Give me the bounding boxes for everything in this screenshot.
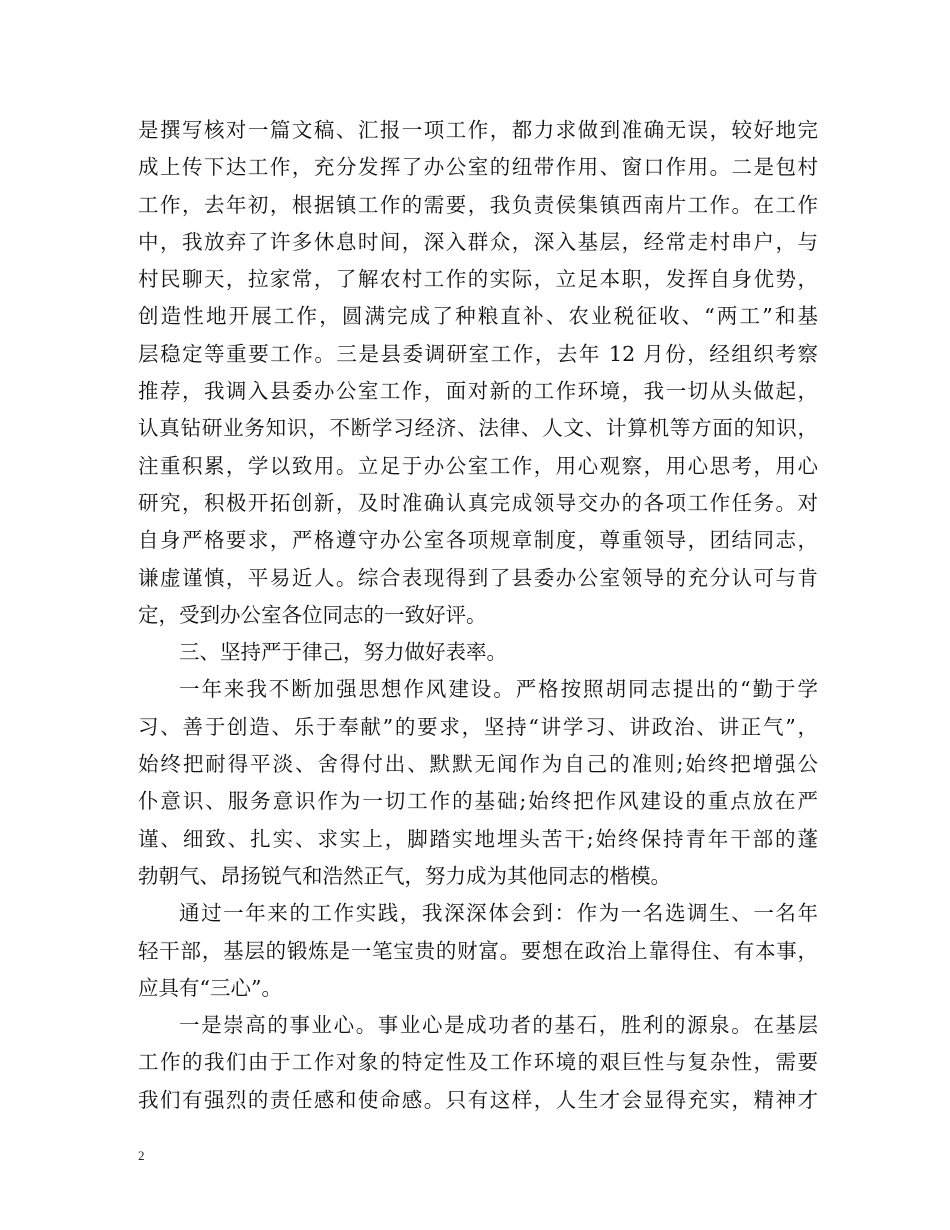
text-line: 是撰写核对一篇文稿、汇报一项工作，都力求做到准确无误，较好地完 (138, 118, 818, 142)
text-line: 勃朝气、昂扬锐气和浩然正气，努力成为其他同志的楷模。 (138, 863, 671, 888)
text-line: 注重积累，学以致用。立足于办公室工作，用心观察，用心思考，用心 (138, 453, 818, 478)
text-line: 成上传下达工作，充分发挥了办公室的纽带作用、窗口作用。二是包村 (138, 155, 818, 180)
text-line: 应具有“三心”。 (138, 975, 282, 1000)
text-line: 定，受到办公室各位同志的一致好评。 (138, 602, 487, 627)
text-line: 一是崇高的事业心。事业心是成功者的基石，胜利的源泉。在基层 (179, 1013, 818, 1038)
text-line: 一年来我不断加强思想作风建设。严格按照胡同志提出的“勤于学 (179, 677, 818, 702)
text-line: 认真钻研业务知识，不断学习经济、法律、人文、计算机等方面的知识， (138, 416, 818, 441)
text-line: 推荐，我调入县委办公室工作，面对新的工作环境，我一切从头做起， (138, 379, 818, 404)
text-line: 创造性地开展工作，圆满完成了种粮直补、农业税征收、“两工”和基 (138, 304, 818, 329)
text-line: 轻干部，基层的锻炼是一笔宝贵的财富。要想在政治上靠得住、有本事， (138, 938, 818, 963)
text-line: 三、坚持严于律己，努力做好表率。 (179, 640, 507, 665)
text-line: 层稳定等重要工作。三是县委调研室工作，去年 12 月份，经组织考察 (138, 341, 818, 366)
text-line: 谨、细致、扎实、求实上，脚踏实地埋头苦干;始终保持青年干部的蓬 (138, 826, 818, 851)
text-line: 我们有强烈的责任感和使命感。只有这样，人生才会显得充实，精神才 (138, 1087, 818, 1112)
text-line: 仆意识、服务意识作为一切工作的基础;始终把作风建设的重点放在严 (138, 789, 818, 814)
text-line: 通过一年来的工作实践，我深深体会到：作为一名选调生、一名年 (179, 901, 818, 926)
text-line: 谦虚谨慎，平易近人。综合表现得到了县委办公室领导的充分认可与肯 (138, 565, 818, 590)
page-number: 2 (138, 1148, 145, 1163)
text-line: 始终把耐得平淡、舍得付出、默默无闻作为自己的准则;始终把增强公 (138, 752, 818, 777)
text-line: 村民聊天，拉家常，了解农村工作的实际，立足本职，发挥自身优势， (138, 267, 818, 292)
text-line: 研究，积极开拓创新，及时准确认真完成领导交办的各项工作任务。对 (138, 490, 818, 515)
text-line: 自身严格要求，严格遵守办公室各项规章制度，尊重领导，团结同志， (138, 528, 818, 553)
text-line: 中，我放弃了许多休息时间，深入群众，深入基层，经常走村串户，与 (138, 229, 818, 254)
document-body (138, 112, 818, 1119)
text-line: 习、善于创造、乐于奉献”的要求，坚持“讲学习、讲政治、讲正气”， (138, 714, 818, 739)
text-line: 工作的我们由于工作对象的特定性及工作环境的艰巨性与复杂性，需要 (138, 1050, 818, 1075)
text-line: 工作，去年初，根据镇工作的需要，我负责侯集镇西南片工作。在工作 (138, 192, 818, 217)
